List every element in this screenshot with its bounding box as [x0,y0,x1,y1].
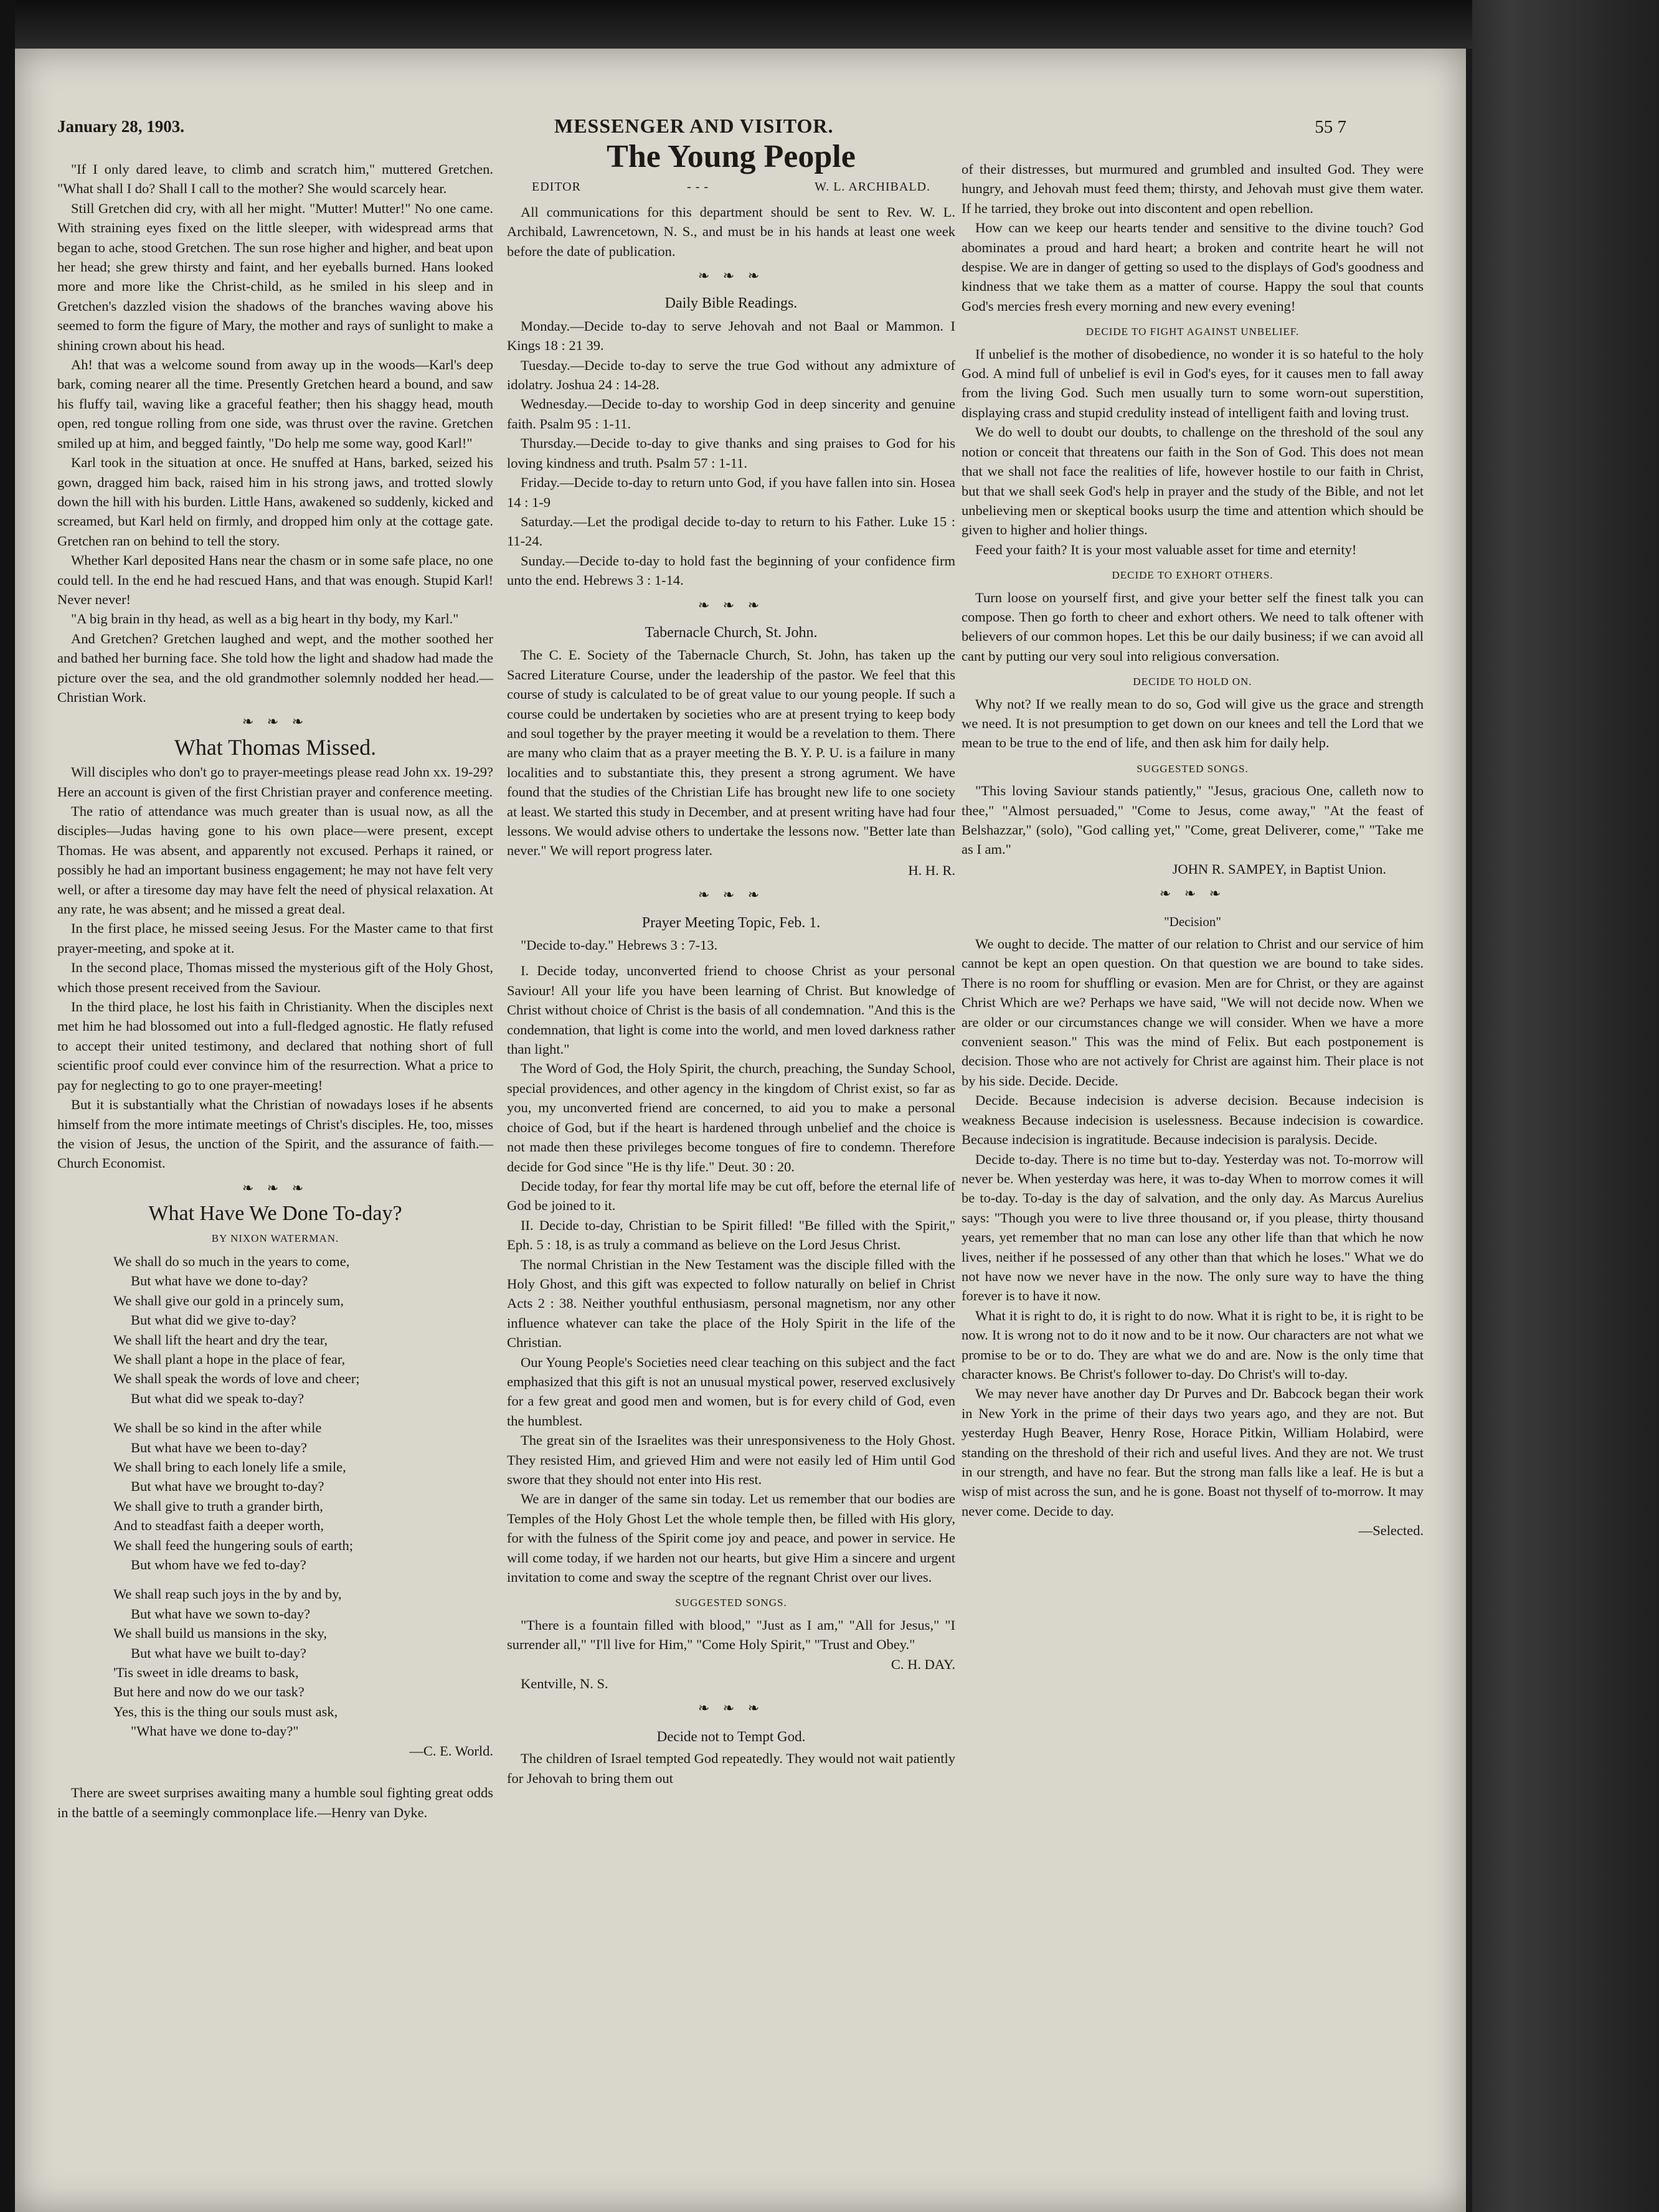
poem-line: We shall plant a hope in the place of fear, [113,1351,346,1367]
column-left [57,159,493,1822]
ornament-divider: ❧ ❧ ❧ [697,597,765,613]
ornament-divider: ❧ ❧ ❧ [697,1700,765,1716]
poem-line: But whom have we fed to-day? [131,1557,306,1573]
story-paragraph: "A big brain in thy head, as well as a big heart in thy body, my Karl." [71,611,459,627]
poem-line: And to steadfast faith a deeper worth, [113,1518,324,1534]
poem-line: But what have we been to-day? [131,1439,308,1455]
newspaper-page [15,49,1466,2212]
story-paragraph: Whether Karl deposited Hans near the chasm or in some safe place, no one could tell. In the end he had rescued Hans, and that was enough. Stupid Karl! Never never! [57,552,493,607]
prayer-paragraph: Our Young People's Societies need clear teaching on this subject and the fact emphasized that this gift is not an unusual mystical power, reserved exclusively for a few great and good men and women, but is for every child of God, even the humblest. [507,1354,955,1429]
poem [113,1252,493,1741]
scan-border-right [1472,0,1659,2212]
tempt-continued: of their distresses, but murmured and grumbled and insulted God. They were hungry, and Jehovah must feed them; thirsty, and Jehovah must give them water. If he tarried, they broke out into discontent and open rebellion. [962,161,1424,216]
poem-line: We shall speak the words of love and cheer; [113,1371,360,1387]
ornament-divider: ❧ ❧ ❧ [697,887,765,903]
reading-item: Thursday.—Decide to-day to give thanks and sing praises to God for his loving kindness and truth. Psalm 57 : 1-11. [507,435,955,471]
prayer-place: Kentville, N. S. [521,1676,608,1692]
prayer-paragraph: We are in danger of the same sin today. Let us remember that our bodies are Temples of the Holy Ghost Let the whole temple then, be filled with His glory, for with the fulness of the Spirit come joy and peace, and power in service. He will come today, if we harden not our hearts, but give Him a sincere and urgent invitation to come and sway the sceptre of the regnant Christ over our lives. [507,1491,955,1586]
poem-line: We shall feed the hungering souls of earth; [113,1537,353,1553]
tempt-title: Decide not to Tempt God. [656,1728,806,1744]
prayer-paragraph: The great sin of the Israelites was their unresponsiveness to the Holy Ghost. They resisted Him, and grieved Him and were not easily led of Him until God swore that they should not enter into His rest. [507,1432,955,1487]
story-paragraph: Still Gretchen did cry, with all her might. "Mutter! Mutter!" No one came. With straining eyes fixed on the little sleeper, with widespread arms that began to ache, stood Gretchen. The sun rose higher and higher, and beat upon her head; she grew thirsty and faint, and her eyeballs burned. Hans looked more and more like the Christ-child, as he smiled in his sleep and in Gretchen's dazzled vision the shadows of the branches waving above his seemed to form the figure of Mary, the mother and rays of sunlight to make a shining crown about his head. [57,200,493,353]
department-intro: All communications for this department should be sent to Rev. W. L. Archibald, Lawrencetown, N. S., and must be in his hands at least one week before the date of publication. [507,204,955,259]
editor-label: EDITOR [532,180,581,194]
prayer-paragraph: I. Decide today, unconverted friend to choose Christ as your personal Saviour! All your life you have been learning of Christ. But knowledge of Christ without choice of Christ is the basis of all condemnation. "And this is the condemnation, that light is come into the world, and men loved darkness rather than light." [507,963,955,1057]
decision-paragraph: Decide. Because indecision is adverse decision. Because indecision is weakness Because indecision is uselessness. Because indecision is cowardice. Because indecision is ingratitude. Because indecision is paralysis. Decide. [962,1092,1424,1148]
poem-line: 'Tis sweet in idle dreams to bask, [113,1665,299,1681]
decision-title: "Decision" [1164,914,1221,929]
poem-line: We shall reap such joys in the by and by, [113,1586,342,1602]
songs-signature: JOHN R. SAMPEY, in Baptist Union. [1172,861,1386,877]
unbelief-paragraph: If unbelief is the mother of disobedience, no wonder it is so hateful to the holy God. A mind full of unbelief is evil in God's eyes, for it causes men to fall away from the living God. Such men usually turn to some worn-out superstition, displaying crass and stupid credulity instead of intelligent faith and loving trust. [962,346,1424,420]
thomas-paragraph: But it is substantially what the Christian of nowadays loses if he absents himself from the more intimate meetings of Christ's disciples. He, too, misses the vision of Jesus, the unction of the Spirit, and the assurance of faith.—Church Economist. [57,1097,493,1171]
scan-border-left [0,0,15,2212]
prayer-signature: C. H. DAY. [891,1656,955,1672]
unbelief-paragraph: We do well to doubt our doubts, to challenge on the threshold of the soul any notion or conceit that threatens our faith in the Son of God. This does not mean that we shall not face the realities of life, however hostile to our faith in Christ, but that we shall seek God's help in prayer and the study of the Bible, and not let unbelieving men or skeptical books usurp the time and attention which should be given to higher and holier things. [962,424,1424,538]
suggested-songs-title: SUGGESTED SONGS. [1137,762,1249,775]
hold-on-paragraph: Why not? If we really mean to do so, God will give us the grace and strength we need. It is not presumption to get down on our knees and tell the Lord that we mean to be true to the end of life, and then ask him for daily help. [962,696,1424,751]
column-right [962,159,1424,1541]
page-number: 55 7 [1315,117,1346,137]
ornament-divider: ❧ ❧ ❧ [242,714,309,730]
suggested-songs: "There is a fountain filled with blood," "Just as I am," "All for Jesus," "I surrender all," "I'll live for Him," "Come Holy Spirit," "Trust and Obey." [507,1617,955,1653]
tabernacle-title: Tabernacle Church, St. John. [645,624,818,641]
poem-line: We shall be so kind in the after while [113,1420,322,1436]
decision-signature: —Selected. [1358,1523,1424,1539]
decision-paragraph: Decide to-day. There is no time but to-day. Yesterday was not. To-morrow will never be. When yesterday was here, it was to-day When to morrow comes it will be to-day. To-day is the day of salvation, and the only day. As Marcus Aurelius says: "Though you were to live three thousand or, if you please, thirty thousand years, yet remember that no man can lose any other life than that which he now lives, neither if he possessed of any other than that which he loses." What we do not have now we never have in the now. The only sure way to have the thing forever is to have it now. [962,1151,1424,1304]
story-paragraph: And Gretchen? Gretchen laughed and wept, and the mother soothed her and bathed her burning face. She told how the light and shadow had made the picture over the sea, and the old grandmother solemnly nodded her head.—Christian Work. [57,630,493,705]
reading-item: Friday.—Decide to-day to return unto God, if you have fallen into sin. Hosea 14 : 1-9 [507,475,955,510]
poem-line: We shall lift the heart and dry the tear, [113,1331,328,1348]
scan-border-top [0,0,1659,49]
story-paragraph: "If I only dared leave, to climb and scratch him," muttered Gretchen. "What shall I do? Shall I call to the mother? She would scarcely hear. [57,161,493,197]
editor-dash: - - - [687,180,709,194]
decision-paragraph: We ought to decide. The matter of our relation to Christ and our service of him cannot be kept an open question. On that question we are bound to take sides. There is no room for shuffling or evasion. Men are for Christ, or they are against Christ Which are we? Perhaps we have said, "We will not decide now. When we are older or our circumstances change we will consider. When we have a more convenient season." This was the mind of Felix. But each postponement is decision. Those who are not actively for Christ are against him. Their place is not by his side. Decide. Decide. [962,936,1424,1089]
poem-line: But what have we built to-day? [131,1645,306,1661]
editor-line [532,177,930,197]
prayer-paragraph: The Word of God, the Holy Spirit, the church, preaching, the Sunday School, special providences, and other agency in the kingdom of Christ exist, so far as you, my unconverted friend are concerned, to aid you to make a personal choice of God, but if the heart is hardened through unbelief and the choice is not made then these privileges become tongues of fire to condemn. Therefore decide for God since "He is thy life." Deut. 30 : 20. [507,1061,955,1175]
prayer-paragraph: II. Decide to-day, Christian to be Spirit filled! "Be filled with the Spirit," Eph. 5 : 18, is as truly a command as believe on the Lord Jesus Christ. [507,1217,955,1253]
poem-credit: —C. E. World. [409,1742,493,1759]
poem-line: "What have we done to-day?" [131,1723,299,1739]
prayer-meeting-title: Prayer Meeting Topic, Feb. 1. [641,914,821,931]
tabernacle-signature: H. H. R. [908,862,955,878]
article-title-thomas: What Thomas Missed. [174,734,377,760]
decision-paragraph: What it is right to do, it is right to do now. What it is right to be, it is right to be now. It is wrong not to do it now and to be it now. Our characters are not what we promise to be or to do. They are what we do and are. Now is the only time that character knows. Be Christ's follower to-day. Do Christ's will to-day. [962,1307,1424,1382]
tempt-paragraph: The children of Israel tempted God repeatedly. They would not wait patiently for Jehovah to bring them out [507,1751,955,1786]
paper-name: MESSENGER AND VISITOR. [554,115,834,137]
prayer-paragraph: The normal Christian in the New Testament was the disciple filled with the Holy Ghost, and this gift was expected to follow naturally on belief in Christ Acts 2 : 38. Neither youthful enthusiasm, personal magnetism, nor any other influence whatever can take the place of the Holy Spirit in the life of the Christian. [507,1256,955,1351]
reading-item: Sunday.—Decide to-day to hold fast the beginning of your confidence firm unto the end. Hebrews 3 : 1-14. [507,552,955,588]
ornament-divider: ❧ ❧ ❧ [697,268,765,284]
issue-date: January 28, 1903. [57,117,185,136]
unbelief-paragraph: Feed your faith? It is your most valuable asset for time and eternity! [975,541,1357,557]
poem-line: We shall give to truth a grander birth, [113,1498,323,1514]
exhort-paragraph: Turn loose on yourself first, and give your better self the finest talk you can compose. Then go forth to cheer and exhort others. We need to talk oftener with believers of our common hopes. Let this be our daily business; if we can avoid all cant by putting our very soul into religious conversation. [962,589,1424,664]
suggested-songs: "This loving Saviour stands patiently," "Jesus, gracious One, calleth now to thee," "Almost persuaded," "Come to Jesus, come away," "At the feast of Belshazzar," (solo), "God calling yet," "Come, great Deliverer, come," "Take me as I am." [962,783,1424,858]
readings-title: Daily Bible Readings. [664,295,798,312]
suggested-songs-title: SUGGESTED SONGS. [675,1597,787,1609]
section-title-young-people: The Young People [607,139,856,174]
tabernacle-text: The C. E. Society of the Tabernacle Church, St. John, has taken up the Sacred Literature Course, under the leadership of the pastor. We feel that this course of study is calculated to be of great value to our young people. If such a course could be undertaken by societies who are at present trying to keep body and soul together by the prayer meeting it would be a revelation to them. There are many who claim that as a prayer meeting the B. Y. P. U. is a failure in many localities and to substantiate this, they present a strong agrument. We have found that the studies of the Christian Life has brought new life to one society at least. We started this study in December, and at present writing have had four lessons. We would advise others to undertake the lessons now. "Better late than never." We will report progress later. [507,647,955,859]
reading-item: Wednesday.—Decide to-day to worship God in deep sincerity and genuine faith. Psalm 95 : 1-11. [507,396,955,432]
ornament-divider: ❧ ❧ ❧ [1159,886,1226,902]
thomas-paragraph: In the first place, he missed seeing Jesus. For the Master came to that first prayer-meeting, and spoke at it. [57,920,493,956]
thomas-paragraph: In the third place, he lost his faith in Christianity. When the disciples next met him he had blossomed out into a full-fledged agnostic. He flatly refused to accept their united testimony, and declared that nothing short of full scientific proof could ever convince him of the resurrection. What a price to pay for neglecting to go to one prayer-meeting! [57,999,493,1093]
reading-item: Saturday.—Let the prodigal decide to-day to return to his Father. Luke 15 : 11-24. [507,513,955,549]
decision-paragraph: We may never have another day Dr Purves and Dr. Babcock began their work in New York in the prime of their days two years ago, and they are not. But yesterday Hugh Beaver, Henry Rose, Horace Pitkin, William Holabird, were standing on the threshold of their rich and useful lives. And they are not. We trust in our strength, and have no fear. But the strong man falls like a leaf. He is but a wisp of mist across the sun, and he is gone. Boast not thyself of to-morrow. It may never come. Decide to day. [962,1386,1424,1519]
poem-line: But what did we speak to-day? [131,1390,305,1406]
thomas-paragraph: Will disciples who don't go to prayer-meetings please read John xx. 19-29? Here an account is given of the first Christian prayer and conference meeting. [57,764,493,800]
closing-quote: There are sweet surprises awaiting many a humble soul fighting great odds in the battle of a seemingly commonplace life.—Henry van Dyke. [57,1785,493,1820]
story-paragraph: Ah! that was a welcome sound from away up in the woods—Karl's deep bark, coming nearer all the time. Presently Gretchen heard a bound, and saw his fluffy tail, waving like a graceful feather; then his shaggy head, mouth open, red tongue rolling from one side, was thrust over the ravine. Gretchen smiled up at him, and begged faintly, "Do help me some way, good Karl!" [57,357,493,451]
poem-line: We shall do so much in the years to come, [113,1253,350,1269]
story-paragraph: Karl took in the situation at once. He snuffed at Hans, barked, seized his gown, dragged him back, raised him in his strong jaws, and trotted slowly down the hill with his burden. Little Hans, awakened so suddenly, kicked and screamed, but Karl held on firmly, and dropped him only at the cottage gate. Gretchen ran on behind to tell the story. [57,455,493,549]
poem-line: But what did we give to-day? [131,1312,296,1328]
poem-title: What Have We Done To-day? [148,1202,402,1226]
poem-line: Yes, this is the thing our souls must ask, [113,1703,338,1719]
poem-line: We shall bring to each lonely life a smile, [113,1459,346,1475]
prayer-meeting-subtitle: "Decide to-day." Hebrews 3 : 7-13. [521,937,718,953]
thomas-paragraph: The ratio of attendance was much greater than is usual now, as all the disciples—Judas having gone to his own place—were present, except Thomas. He was absent, and apparently not excused. Perhaps it rained, or possibly he had an important business engagement; he may not have felt very well, or after a tiresome day may have felt the need of physical relaxation. At any rate, he was absent; and he missed a great deal. [57,803,493,917]
poem-line: We shall build us mansions in the sky, [113,1625,327,1642]
reading-item: Monday.—Decide to-day to serve Jehovah and not Baal or Mammon. I Kings 18 : 21 39. [507,318,955,354]
unbelief-title: DECIDE TO FIGHT AGAINST UNBELIEF. [1085,326,1300,338]
poem-line: But what have we brought to-day? [131,1478,324,1495]
poem-line: But what have we sown to-day? [131,1605,311,1622]
thomas-paragraph: In the second place, Thomas missed the mysterious gift of the Holy Ghost, which those present received from the Saviour. [57,960,493,995]
column-middle [507,139,955,1788]
tempt-paragraph: How can we keep our hearts tender and sensitive to the divine touch? God abominates a proud and hard heart; a broken and contrite heart he will not despise. We are in danger of getting so used to the displays of God's goodness and kindness that we take them as a matter of course. Happy the soul that counts God's mercies fresh every morning and new every evening! [962,220,1424,314]
poem-line: We shall give our gold in a princely sum, [113,1292,344,1308]
editor-name: W. L. ARCHIBALD. [815,180,930,194]
reading-item: Tuesday.—Decide to-day to serve the true God without any admixture of idolatry. Joshua 24 : 14-28. [507,357,955,393]
poem-line: But what have we done to-day? [131,1273,308,1289]
ornament-divider: ❧ ❧ ❧ [242,1179,309,1196]
poem-byline: BY NIXON WATERMAN. [211,1232,339,1244]
hold-on-title: DECIDE TO HOLD ON. [1133,676,1252,688]
poem-line: But here and now do we our task? [113,1684,305,1700]
prayer-paragraph: Decide today, for fear thy mortal life may be cut off, before the eternal life of God be joined to it. [507,1178,955,1214]
exhort-title: DECIDE TO EXHORT OTHERS. [1112,569,1274,582]
